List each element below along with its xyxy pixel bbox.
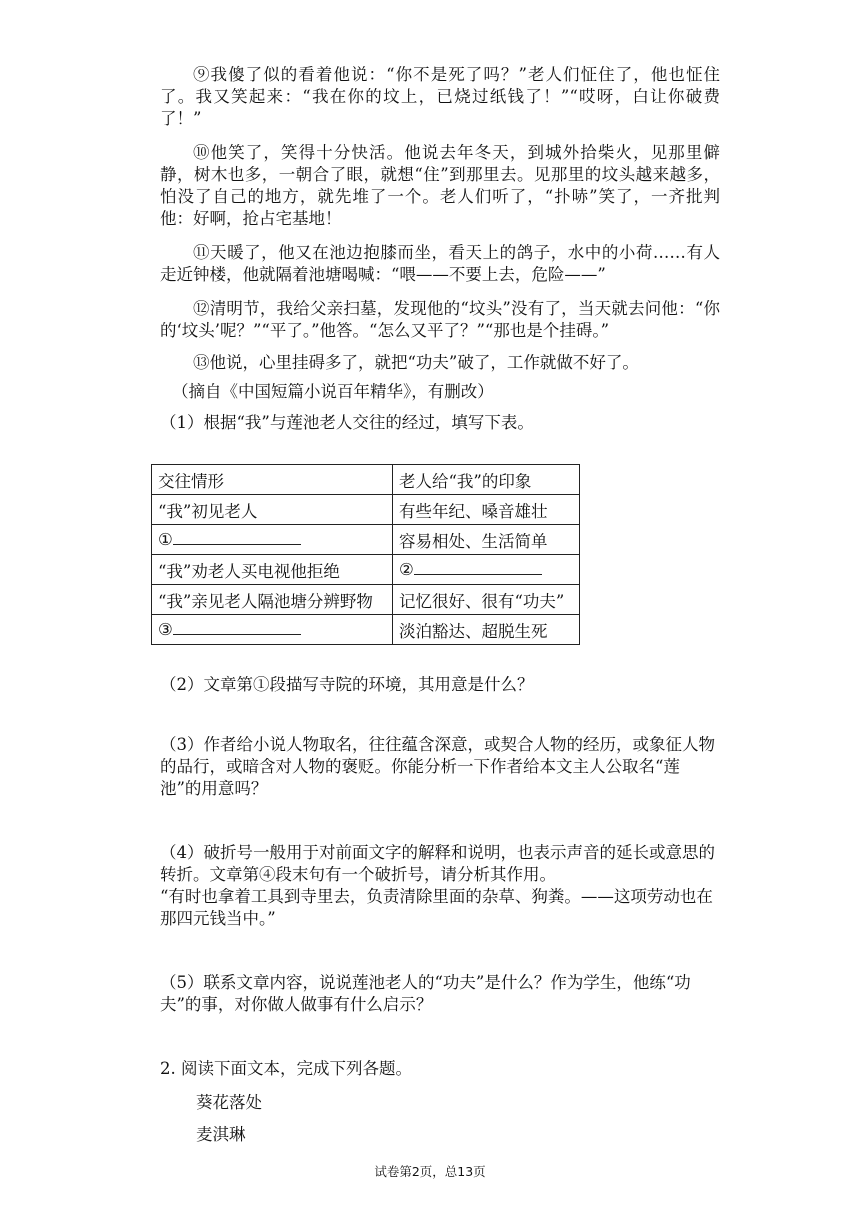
- question-4-quote: “有时也拿着工具到寺里去，负责清除里面的杂草、狗粪。——这项劳动也在那四元钱当中。”: [160, 887, 713, 928]
- table-row: [152, 495, 580, 525]
- table-blank-cell[interactable]: [152, 525, 393, 555]
- table-cell: “我”初见老人: [152, 495, 393, 525]
- paragraph-13: ⑬他说，心里挂碍多了，就把“功夫”破了，工作就做不好了。: [193, 353, 639, 372]
- table-header-cell: 老人给“我”的印象: [393, 465, 580, 495]
- answer-blank[interactable]: [173, 620, 301, 635]
- table-cell: 淡泊豁达、超脱生死: [393, 615, 580, 645]
- question-1: （1）根据“我”与莲池老人交往的经过，填写下表。: [160, 413, 534, 432]
- blank-number: ①: [158, 530, 173, 549]
- paragraph-11: ⑪天暖了，他又在池边抱膝而坐，看天上的鸽子，水中的小荷……有人走近钟楼，他就隔着池塘喝喊：“喂——不要上去，危险——”: [160, 243, 720, 284]
- table-header-cell: 交往情形: [152, 465, 393, 495]
- table-cell: 记忆很好、很有“功夫”: [393, 585, 580, 615]
- question-2: （2）文章第①段描写寺院的环境，其用意是什么？: [160, 675, 534, 694]
- table-cell: “我”劝老人买电视他拒绝: [152, 555, 393, 585]
- section-2-heading: 2. 阅读下面文本，完成下列各题。: [160, 1059, 412, 1078]
- interaction-table: [151, 464, 580, 645]
- question-3: （3）作者给小说人物取名，往往蕴含深意，或契合人物的经历，或象征人物的品行，或暗含对人物的褒贬。你能分析一下作者给本文主人公取名“莲池”的用意吗？: [160, 735, 715, 798]
- table-blank-cell[interactable]: [393, 555, 580, 585]
- table-header-row: [152, 465, 580, 495]
- answer-blank[interactable]: [414, 560, 542, 575]
- story-author: 麦淇琳: [196, 1125, 246, 1144]
- table-cell: 容易相处、生活简单: [393, 525, 580, 555]
- table-cell: 有些年纪、嗓音雄壮: [393, 495, 580, 525]
- answer-blank[interactable]: [173, 530, 301, 545]
- source-note: （摘自《中国短篇小说百年精华》，有删改）: [172, 382, 494, 401]
- table-row: [152, 525, 580, 555]
- table-blank-cell[interactable]: [152, 615, 393, 645]
- blank-number: ③: [158, 620, 173, 639]
- paragraph-10: ⑩他笑了，笑得十分快活。他说去年冬天，到城外拾柴火，见那里僻静，树木也多，一朝合了眼，就想“住”到那里去。见那里的坟头越来越多，怕没了自己的地方，就先堆了一个。老人们听了，“扑哧”笑了，一齐批判他：好啊，抢占宅基地！: [160, 143, 720, 228]
- table-row: [152, 555, 580, 585]
- story-title: 葵花落处: [196, 1093, 262, 1112]
- table-row: [152, 585, 580, 615]
- paragraph-9: ⑨我傻了似的看着他说：“你不是死了吗？”老人们怔住了，他也怔住了。我又笑起来：“我在你的坟上，已烧过纸钱了！”“哎呀，白让你破费了！”: [160, 65, 720, 128]
- question-5: （5）联系文章内容，说说莲池老人的“功夫”是什么？作为学生，他练“功夫”的事，对你做人做事有什么启示？: [160, 973, 691, 1014]
- table-row: [152, 615, 580, 645]
- table-cell: “我”亲见老人隔池塘分辨野物: [152, 585, 393, 615]
- blank-number: ②: [399, 560, 414, 579]
- question-4: （4）破折号一般用于对前面文字的解释和说明，也表示声音的延长或意思的转折。文章第④段末句有一个破折号，请分析其作用。: [160, 843, 715, 884]
- page-footer: 试卷第2页，总13页: [374, 1164, 486, 1179]
- paragraph-12: ⑫清明节，我给父亲扫墓，发现他的“坟头”没有了，当天就去问他：“你的‘坟头’呢？”“平了。”他答。“怎么又平了？”“那也是个挂碍。”: [160, 299, 720, 340]
